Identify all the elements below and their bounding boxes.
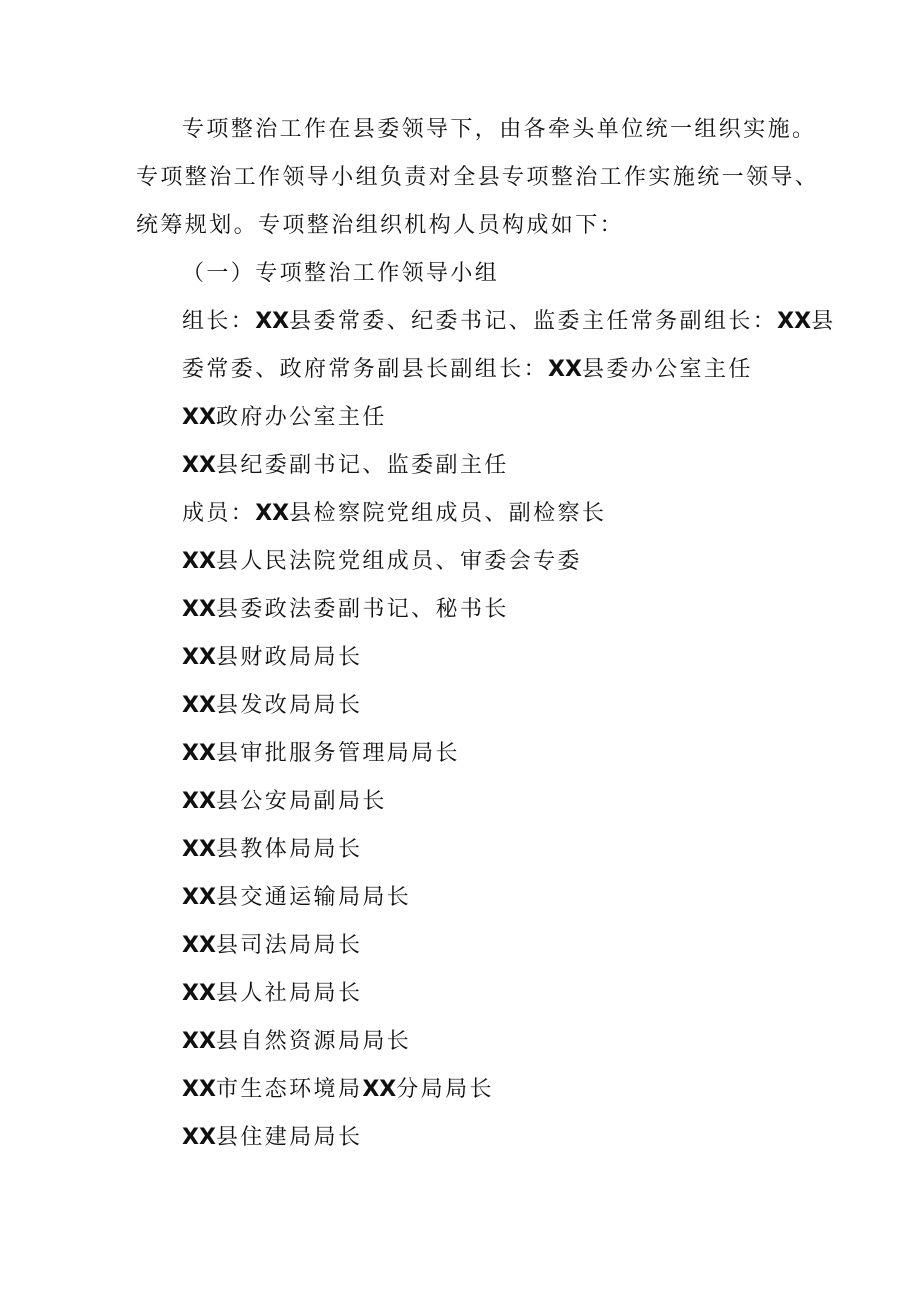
member-item: XX市生态环境局XX分局局长 [182, 1077, 494, 1102]
member-item: XX县住建局局长 [182, 1125, 363, 1150]
member-item: XX县公安局副局长 [182, 789, 387, 814]
deputy-item: XX县纪委副书记、监委副主任 [182, 453, 509, 478]
member-item: XX县司法局局长 [182, 933, 363, 958]
intro-paragraph-line-2: 专项整治工作领导小组负责对全县专项整治工作实施统一领导、 [136, 165, 820, 190]
member-item: XX县自然资源局局长 [182, 1029, 412, 1054]
leader-line-1: 组长：XX县委常委、纪委书记、监委主任常务副组长：XX县 [182, 309, 836, 334]
members-line: 成员：XX县检察院党组成员、副检察长 [182, 501, 607, 526]
member-item: XX县人民法院党组成员、审委会专委 [182, 549, 582, 574]
deputy-item: XX政府办公室主任 [182, 405, 387, 430]
intro-paragraph-line-3: 统筹规划。专项整治组织机构人员构成如下： [136, 213, 625, 238]
member-item: XX县交通运输局局长 [182, 885, 412, 910]
intro-paragraph-line-1: 专项整治工作在县委领导下，由各牵头单位统一组织实施。 [182, 117, 817, 142]
member-item: XX县审批服务管理局局长 [182, 741, 460, 766]
member-item: XX县人社局局长 [182, 981, 363, 1006]
member-item: XX县财政局局长 [182, 645, 363, 670]
member-item: XX县委政法委副书记、秘书长 [182, 597, 509, 622]
member-item: XX县教体局局长 [182, 837, 363, 862]
section-heading: （一）专项整治工作领导小组 [182, 261, 500, 286]
member-item: XX县发改局局长 [182, 693, 363, 718]
leader-line-2: 委常委、政府常务副县长副组长：XX县委办公室主任 [182, 357, 753, 382]
